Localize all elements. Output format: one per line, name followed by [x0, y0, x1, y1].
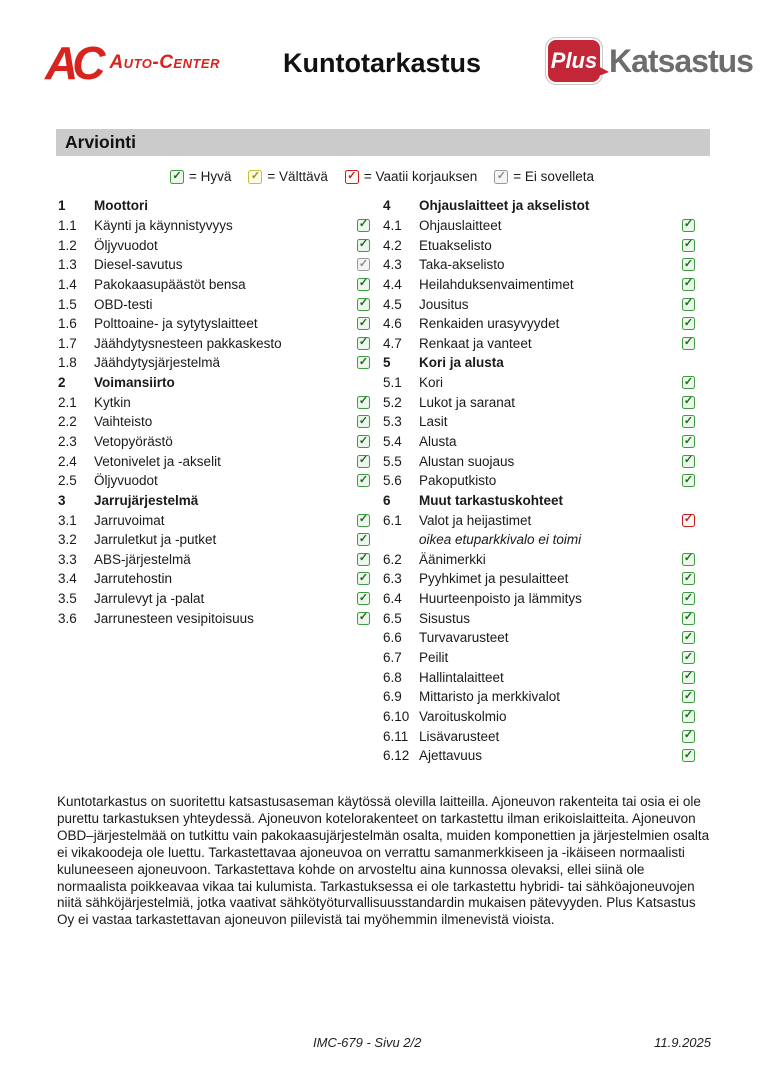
item-label: Jäähdytysjärjestelmä — [94, 355, 221, 371]
item-number: 6.11 — [383, 728, 409, 744]
good-check-icon — [682, 690, 695, 703]
section-title: Muut tarkastuskohteet — [419, 492, 564, 508]
item-label: Diesel-savutus — [94, 257, 183, 273]
item-number: 6.4 — [383, 591, 402, 607]
checklist-item-row — [383, 432, 695, 452]
good-check-icon — [682, 239, 695, 252]
good-check-icon — [357, 533, 370, 546]
checklist-item-row — [383, 294, 695, 314]
checklist-item-row — [58, 569, 370, 589]
good-check-icon — [682, 612, 695, 625]
item-number: 5.5 — [383, 453, 402, 469]
page-title: Kuntotarkastus — [282, 48, 482, 78]
item-label: Kytkin — [94, 394, 131, 410]
good-check-icon — [682, 337, 695, 350]
assessment-bar-title: Arviointi — [65, 132, 136, 152]
checklist-item-row — [383, 687, 695, 707]
item-label: Renkaiden urasyvyydet — [419, 316, 560, 332]
item-label: Käynti ja käynnistyvyys — [94, 217, 233, 233]
checklist-item-row — [383, 392, 695, 412]
item-number: 4 — [383, 198, 391, 214]
document-reference: IMC-679 - Sivu 2/2 — [313, 1035, 422, 1050]
item-number: 4.5 — [383, 296, 402, 312]
good-check-icon — [357, 474, 370, 487]
checklist-item-row — [383, 314, 695, 334]
item-number: 1.5 — [58, 296, 77, 312]
checklist-item-row — [383, 628, 695, 648]
item-number: 6.6 — [383, 630, 402, 646]
checklist-item-row — [383, 471, 695, 491]
item-label: Jarruletkut ja -putket — [94, 532, 217, 548]
item-number: 6.3 — [383, 571, 402, 587]
good-check-icon — [682, 710, 695, 723]
good-check-icon — [682, 396, 695, 409]
item-number: 2 — [58, 375, 66, 391]
checklist-item-row — [58, 353, 370, 373]
item-number: 3.2 — [58, 532, 77, 548]
item-label: ABS-järjestelmä — [94, 551, 191, 567]
item-label: Ohjauslaitteet — [419, 217, 502, 233]
item-number: 4.1 — [383, 217, 402, 233]
good-check-icon — [682, 671, 695, 684]
item-number: 1 — [58, 198, 66, 214]
good-check-icon — [682, 631, 695, 644]
section-header-row — [383, 353, 695, 373]
good-check-icon — [357, 572, 370, 585]
item-number: 1.4 — [58, 276, 77, 292]
good-check-icon — [357, 298, 370, 311]
plus-katsastus-logo — [546, 38, 753, 84]
item-label: Jarrutehostin — [94, 571, 173, 587]
checklist-item-row — [58, 471, 370, 491]
checklist-item-row — [58, 589, 370, 609]
item-number: 2.3 — [58, 434, 77, 449]
item-label: Turvavarusteet — [419, 630, 509, 646]
section-title: Ohjauslaitteet ja akselistot — [419, 198, 590, 214]
item-label: Pakokaasupäästöt bensa — [94, 276, 246, 292]
disclaimer-text: Kuntotarkastus on suoritettu katsastusaseman käytössä olevilla laitteilla. Ajoneuvon rakenteita tai osia ei ole purettu tarkastuksen yhteydessä. Ajoneuvon kotelorakenteet on tarkastettu ilman erikoislaitteita. Ajoneuvon OBD–järjestelmää on tutkittu vain pakokaasujärjestelmän osalta, muiden komponettien ja järjestelmien osalta ei vikakoodeja ole luettu. Tarkastettavaa ajoneuvoa on verrattu samanmerkkiseen ja -ikäiseen normaalisti kuluneeseen ajoneuvoon. Tarkastettava kohde on arvosteltu aina kunnossa olevaksi, ellei siinä ole normaalista poikkeavaa vikaa tai kulumista. Tarkastuksessa ei ole tarkastettu hybridi- tai sähköajoneuvojen niitä sähköjärjestelmiä, jotka vaativat sähkötyöturvallisuusstandardin mukaisen pätevyyden. Plus Katsastus Oy ei vastaa tarkastettavan ajoneuvon piilevistä tai myöhemmin ilmenevistä vioista. — [57, 794, 710, 928]
legend-label-na: = Ei sovelleta — [513, 169, 594, 184]
checklist-item-row — [383, 726, 695, 746]
good-check-icon — [357, 219, 370, 232]
item-label: Mittaristo ja merkkivalot — [419, 689, 561, 705]
good-check-icon — [357, 612, 370, 625]
item-number: 4.2 — [383, 237, 402, 253]
item-label: Lasit — [419, 414, 448, 430]
item-number: 3.3 — [58, 551, 77, 567]
item-number: 1.7 — [58, 335, 77, 351]
good-check-icon — [170, 170, 184, 184]
item-label: Ajettavuus — [419, 748, 483, 764]
item-label: Vetopyörästö — [94, 434, 173, 449]
good-check-icon — [682, 435, 695, 448]
item-number: 4.3 — [383, 257, 402, 273]
item-label: Vaihteisto — [94, 414, 153, 430]
section-title: Kori ja alusta — [419, 355, 504, 371]
item-label: Pakoputkisto — [419, 473, 497, 489]
ac-logo-icon: AC — [45, 37, 100, 89]
legend-item-good — [170, 169, 231, 184]
item-number: 6.1 — [383, 512, 402, 528]
good-check-icon — [357, 514, 370, 527]
good-check-icon — [682, 749, 695, 762]
checklist-item-row — [58, 314, 370, 334]
item-label: Sisustus — [419, 610, 471, 626]
item-label: Peilit — [419, 650, 449, 666]
checklist-item-row — [383, 707, 695, 727]
good-check-icon — [357, 337, 370, 350]
checklist-item-row — [383, 589, 695, 609]
item-label: Etuakselisto — [419, 237, 492, 253]
checklist-item-row — [58, 392, 370, 412]
item-number: 3.4 — [58, 571, 77, 587]
good-check-icon — [682, 278, 695, 291]
good-check-icon — [357, 592, 370, 605]
good-check-icon — [682, 258, 695, 271]
checklist-item-row — [58, 608, 370, 628]
item-number: 2.5 — [58, 473, 77, 489]
checklist-item-row — [383, 550, 695, 570]
good-check-icon — [357, 415, 370, 428]
item-label: Öljyvuodot — [94, 473, 158, 489]
checklist-item-row — [58, 432, 370, 452]
good-check-icon — [682, 317, 695, 330]
item-label: Jarrunesteen vesipitoisuus — [94, 610, 254, 626]
item-number: 1.8 — [58, 355, 77, 371]
item-number: 4.4 — [383, 276, 402, 292]
legend-label-good: = Hyvä — [189, 169, 232, 184]
legend-item-repair — [345, 169, 477, 184]
checklist-column — [383, 196, 695, 766]
checklist-item-row — [58, 530, 370, 550]
item-number: 6.9 — [383, 689, 402, 705]
repair-check-icon — [345, 170, 359, 184]
fair-check-icon — [248, 170, 262, 184]
item-number: 1.1 — [58, 217, 77, 233]
checklist-item-row — [383, 667, 695, 687]
na-check-icon — [494, 170, 508, 184]
good-check-icon — [682, 730, 695, 743]
good-check-icon — [357, 239, 370, 252]
good-check-icon — [682, 455, 695, 468]
section-header-row — [383, 196, 695, 216]
item-label: Varoituskolmio — [419, 708, 507, 724]
item-number: 5.6 — [383, 473, 402, 489]
good-check-icon — [357, 553, 370, 566]
checklist-item-row — [383, 235, 695, 255]
item-number: 3.5 — [58, 591, 77, 607]
section-title: Voimansiirto — [94, 375, 175, 391]
na-check-icon — [357, 258, 370, 271]
item-number: 6 — [383, 492, 391, 508]
item-label: OBD-testi — [94, 296, 153, 312]
auto-center-logo-text: Auto-Center — [109, 52, 220, 73]
checklist-item-row — [58, 275, 370, 295]
item-number: 6.5 — [383, 610, 402, 626]
item-number: 1.6 — [58, 316, 77, 332]
item-number: 2.4 — [58, 453, 77, 469]
repair-check-icon — [682, 514, 695, 527]
item-label: Renkaat ja vanteet — [419, 335, 532, 351]
item-label: Heilahduksenvaimentimet — [419, 276, 574, 292]
plus-badge-icon — [546, 38, 602, 84]
section-header-row — [383, 491, 695, 511]
section-title: Jarrujärjestelmä — [94, 492, 199, 508]
checklist-item-row — [383, 333, 695, 353]
legend-item-na — [494, 169, 594, 184]
good-check-icon — [682, 651, 695, 664]
katsastus-logo-text: Katsastus — [609, 42, 753, 79]
checklist-item-row — [58, 550, 370, 570]
item-number: 1.2 — [58, 237, 77, 253]
good-check-icon — [357, 396, 370, 409]
good-check-icon — [682, 572, 695, 585]
checklist-item-row — [383, 216, 695, 236]
item-label: Jäähdytysnesteen pakkaskesto — [94, 335, 282, 351]
item-number: 3 — [58, 492, 66, 508]
checklist-item-row — [58, 294, 370, 314]
item-label: Äänimerkki — [419, 551, 486, 567]
item-number: 6.12 — [383, 748, 410, 764]
checklist-item-row — [58, 255, 370, 275]
checklist-item-row — [383, 746, 695, 766]
checklist-item-row — [383, 648, 695, 668]
checklist-item-row — [58, 216, 370, 236]
item-number: 5.3 — [383, 414, 402, 430]
checklist-item-row — [58, 510, 370, 530]
good-check-icon — [357, 317, 370, 330]
good-check-icon — [682, 376, 695, 389]
good-check-icon — [682, 592, 695, 605]
checklist-item-row — [383, 608, 695, 628]
item-label: Jousitus — [419, 296, 469, 312]
item-number: 6.7 — [383, 650, 402, 666]
good-check-icon — [682, 415, 695, 428]
item-label: Öljyvuodot — [94, 237, 158, 253]
good-check-icon — [357, 356, 370, 369]
item-label: oikea etuparkkivalo ei toimi — [419, 532, 582, 548]
checklist-item-row — [383, 373, 695, 393]
checklist-item-row — [58, 235, 370, 255]
checklist-item-row — [383, 569, 695, 589]
assessment-section-bar — [56, 129, 710, 156]
section-header-row — [58, 373, 370, 393]
item-label: Hallintalaitteet — [419, 669, 504, 685]
item-number: 2.2 — [58, 414, 77, 430]
good-check-icon — [357, 455, 370, 468]
item-number: 6.10 — [383, 708, 410, 724]
checklist-item-row — [383, 275, 695, 295]
note-row — [383, 530, 695, 550]
item-number: 5.2 — [383, 394, 402, 410]
checklist-item-row — [383, 412, 695, 432]
item-number: 4.7 — [383, 335, 402, 351]
item-label: Lukot ja saranat — [419, 394, 516, 410]
item-number: 5.1 — [383, 375, 402, 391]
item-label: Valot ja heijastimet — [419, 512, 532, 528]
checklist-item-row — [383, 255, 695, 275]
status-legend — [0, 169, 764, 184]
section-header-row — [58, 196, 370, 216]
item-label: Kori — [419, 375, 444, 391]
item-label: Vetonivelet ja -akselit — [94, 453, 221, 469]
item-label: Alusta — [419, 434, 457, 449]
item-label: Taka-akselisto — [419, 257, 505, 273]
item-number: 5 — [383, 355, 391, 371]
good-check-icon — [357, 278, 370, 291]
checklist-item-row — [58, 333, 370, 353]
document-date: 11.9.2025 — [654, 1035, 711, 1050]
good-check-icon — [682, 298, 695, 311]
good-check-icon — [682, 553, 695, 566]
checklist-item-row — [58, 412, 370, 432]
legend-label-fair: = Välttävä — [267, 169, 328, 184]
item-number: 3.6 — [58, 610, 77, 626]
good-check-icon — [682, 219, 695, 232]
item-number: 6.2 — [383, 551, 402, 567]
good-check-icon — [682, 474, 695, 487]
legend-label-repair: = Vaatii korjauksen — [363, 169, 478, 184]
speech-bubble-tail-icon — [596, 65, 609, 77]
item-label: Pyyhkimet ja pesulaitteet — [419, 571, 569, 587]
item-number: 4.6 — [383, 316, 402, 332]
item-label: Polttoaine- ja sytytyslaitteet — [94, 316, 258, 332]
checklist-item-row — [383, 510, 695, 530]
item-label: Jarruvoimat — [94, 512, 165, 528]
checklist-item-row — [383, 451, 695, 471]
item-number: 3.1 — [58, 512, 77, 528]
item-number: 1.3 — [58, 257, 77, 273]
checklist-item-row — [58, 451, 370, 471]
legend-item-fair — [248, 169, 327, 184]
item-number: 5.4 — [383, 434, 402, 449]
plus-badge-text: Plus — [550, 48, 598, 73]
item-number: 2.1 — [58, 394, 77, 410]
section-title: Moottori — [94, 198, 148, 214]
item-label: Huurteenpoisto ja lämmitys — [419, 591, 582, 607]
item-label: Jarrulevyt ja -palat — [94, 591, 205, 607]
section-header-row — [58, 491, 370, 511]
item-number: 6.8 — [383, 669, 402, 685]
item-label: Lisävarusteet — [419, 728, 500, 744]
item-label: Alustan suojaus — [419, 453, 515, 469]
checklist-column — [58, 196, 370, 628]
good-check-icon — [357, 435, 370, 448]
